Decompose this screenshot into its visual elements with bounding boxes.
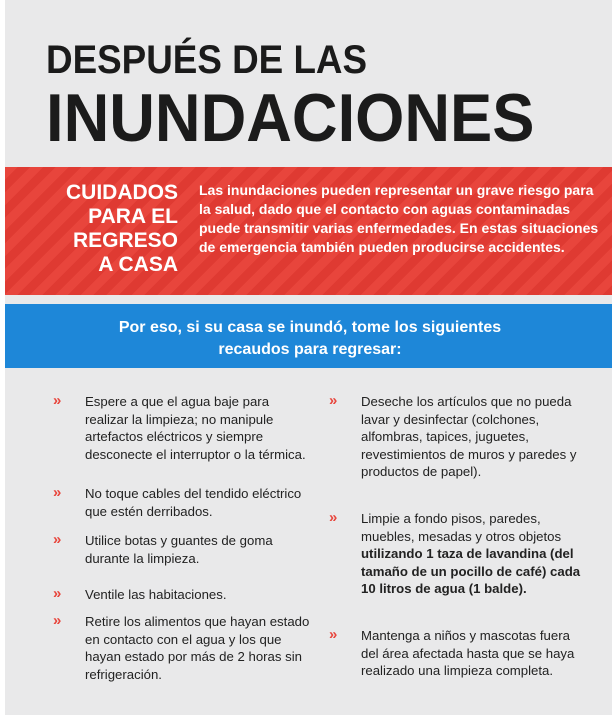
red-section-text: Las inundaciones pueden representar un grave riesgo para la salud, dado que el contacto con aguas contaminadas puede transmitir varias enfermedades. En estas situaciones de emergencia también pueden producirse accidentes.	[199, 182, 599, 255]
list-item	[53, 485, 311, 532]
chevron-right-icon: »	[53, 392, 62, 409]
chevron-right-icon: »	[53, 612, 62, 629]
blue-section-text	[80, 317, 540, 361]
chevron-right-icon: »	[329, 626, 338, 643]
right-column	[329, 393, 589, 680]
red-section-heading	[48, 181, 178, 277]
list-item	[329, 510, 589, 627]
item-text: Espere a que el agua baje para realizar la limpieza; no manipule artefactos eléctricos y siempre desconecte el interruptor o la térmica.	[85, 394, 306, 462]
item-text: Ventile las habitaciones.	[85, 587, 227, 602]
red-heading-line: A CASA	[98, 253, 178, 276]
item-text: Deseche los artículos que no pueda lavar y desinfectar (colchones, alfombras, tapices, juguetes, revestimientos de muros y paredes y productos de papel).	[361, 394, 577, 479]
list-item	[329, 627, 589, 680]
left-column	[53, 393, 311, 683]
red-heading-line: PARA EL	[88, 205, 178, 228]
chevron-right-icon: »	[53, 484, 62, 501]
red-heading-line: CUIDADOS	[65, 181, 178, 204]
list-item	[53, 532, 311, 586]
list-item	[53, 613, 311, 683]
blue-text-line-2: recaudos para regresar:	[218, 341, 402, 358]
item-text: No toque cables del tendido eléctrico que estén derribados.	[85, 486, 302, 519]
title-line-2: INUNDACIONES	[46, 80, 535, 156]
item-text: Retire los alimentos que hayan estado en contacto con el agua y los que hayan estado por más de 2 horas sin refrigeración.	[85, 614, 310, 682]
item-text: Utilice botas y guantes de goma durante la limpieza.	[85, 533, 273, 566]
chevron-right-icon: »	[53, 531, 62, 548]
chevron-right-icon: »	[329, 509, 338, 526]
title-line-1: DESPUÉS DE LAS	[46, 38, 368, 82]
list-item	[53, 393, 311, 485]
list-item	[329, 393, 589, 510]
chevron-right-icon: »	[53, 585, 62, 602]
blue-text-line-1: Por eso, si su casa se inundó, tome los siguientes	[118, 319, 502, 336]
list-item	[53, 586, 311, 613]
item-text-bold: utilizando 1 taza de lavandina (del tamaño de un pocillo de café) cada 10 litros de agua (1 balde).	[361, 546, 581, 596]
title-block	[46, 38, 606, 156]
item-text: Limpie a fondo pisos, paredes, muebles, mesadas y otros objetos	[361, 511, 562, 544]
red-heading-line: REGRESO	[72, 229, 178, 252]
chevron-right-icon: »	[329, 392, 338, 409]
item-text: Mantenga a niños y mascotas fuera del área afectada hasta que se haya realizado una limpieza completa.	[361, 628, 575, 678]
